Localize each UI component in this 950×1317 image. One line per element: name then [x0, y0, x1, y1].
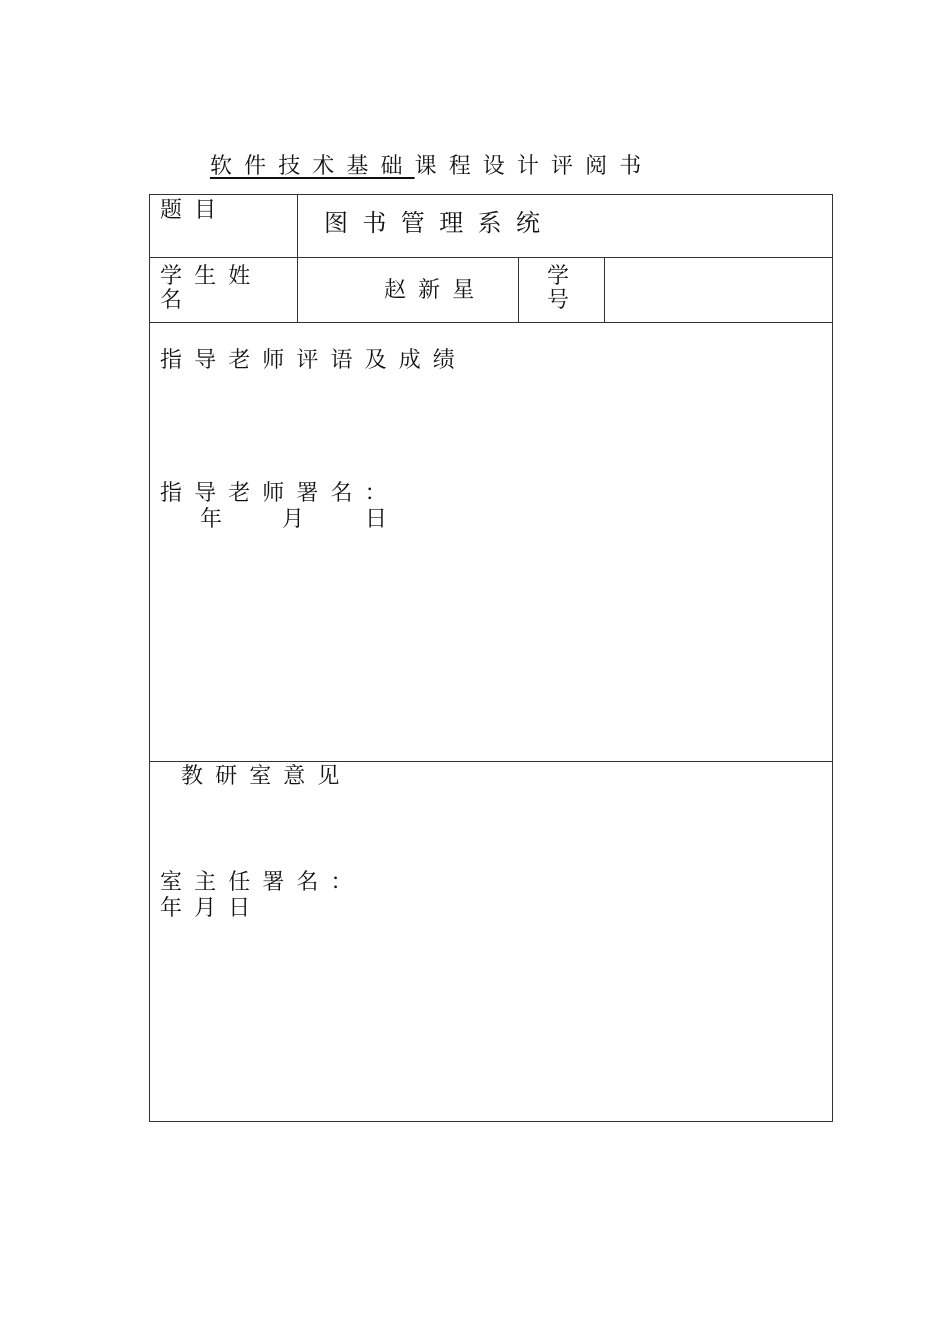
advisor-signature-label: 指导老师署名：	[160, 481, 399, 506]
column-divider-label	[297, 195, 298, 322]
student-name-label: 学生姓名	[160, 264, 263, 313]
row-divider-1	[150, 257, 832, 258]
advisor-date-year: 年	[200, 507, 223, 532]
document-title-rest: 课程设计评阅书	[414, 154, 654, 179]
row-divider-2	[150, 322, 832, 323]
office-opinion-heading: 教研室意见	[181, 764, 352, 789]
office-date-line: 年月日	[160, 896, 263, 921]
advisor-date-month: 月	[282, 507, 305, 532]
advisor-comments-heading: 指导老师评语及成绩	[160, 348, 467, 373]
document-title	[210, 152, 653, 182]
column-divider-name	[518, 257, 519, 322]
student-name-value: 赵新星	[384, 278, 487, 303]
row-divider-3	[150, 761, 832, 762]
student-id-label: 学号	[547, 264, 570, 313]
advisor-date-day: 日	[365, 507, 388, 532]
column-divider-id	[604, 257, 605, 322]
review-form-table	[149, 194, 833, 1122]
topic-value: 图书管理系统	[324, 209, 555, 237]
office-signature-label: 室主任署名：	[160, 870, 365, 895]
document-title-underlined: 软件技术基础	[210, 154, 415, 179]
topic-label: 题目	[160, 198, 229, 223]
